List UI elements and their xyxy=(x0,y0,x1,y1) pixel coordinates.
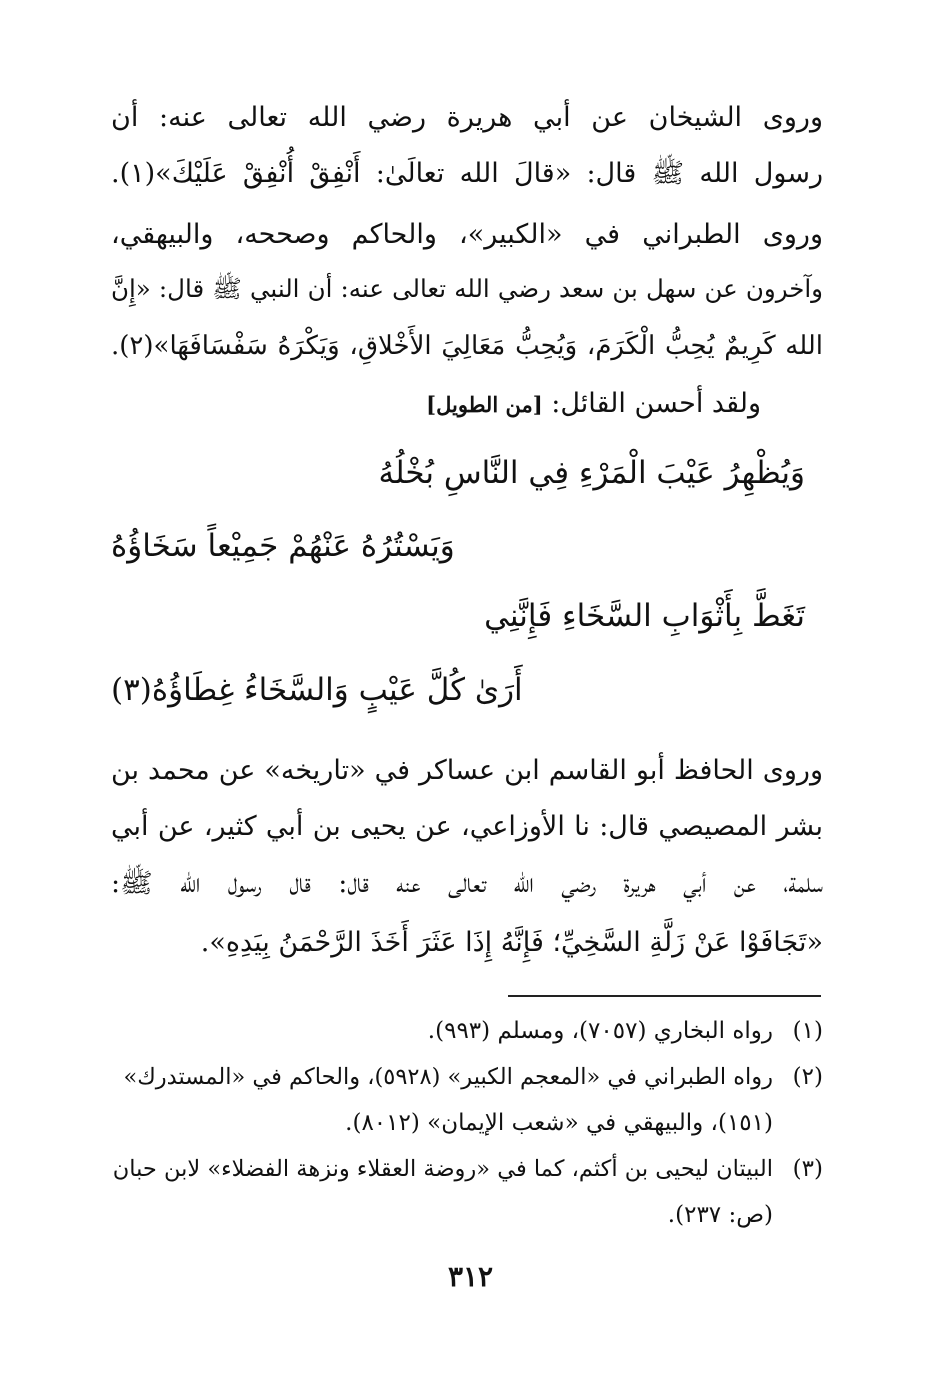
poem-verse: وَيَسْتُرُهُ عَنْهُمْ جَمِيْعاً سَخَاؤُهُ xyxy=(111,528,455,564)
footnote-number: (١) xyxy=(792,1018,823,1044)
text-line: وآخرون عن سهل بن سعد رضي الله تعالى عنه: أن النبي ﷺ قال: «إِنَّ xyxy=(111,274,823,303)
footnote-2 xyxy=(111,1064,823,1144)
text-line: رسول الله ﷺ قال: «قالَ الله تعالَىٰ: أَنْفِقْ أُنْفِقْ عَلَيْكَ»(١). xyxy=(111,158,823,189)
footnote-line: رواه البخاري (٧٠٥٧)، ومسلم (٩٩٣). xyxy=(427,1018,773,1044)
footnote-line: البيتان ليحيى بن أكثم، كما في «روضة العقلاء ونزهة الفضلاء» لابن حبان xyxy=(112,1156,773,1182)
page-number: ٣١٢ xyxy=(447,1260,494,1293)
text-line: سلمة، عن أبي هريرة رضي الله تعالى عنه قال: قال رسول الله ﷺ: xyxy=(111,868,823,899)
footnote-line: (١٥١)، والبيهقي في «شعب الإيمان» (٨٠١٢). xyxy=(345,1110,773,1136)
text-line: بشر المصيصي قال: نا الأوزاعي، عن يحيى بن أبي كثير، عن أبي xyxy=(111,811,823,842)
text-line: وروى الشيخان عن أبي هريرة رضي الله تعالى عنه: أن xyxy=(111,102,823,133)
text-line: «تَجَافَوْا عَنْ زَلَّةِ السَّخِيِّ؛ فَإِنَّهُ إِذَا عَثَرَ أَخَذَ الرَّحْمَنُ بِيَدِهِ». xyxy=(200,927,823,958)
footnote-1 xyxy=(111,1018,823,1058)
footnote-number: (٢) xyxy=(792,1064,823,1090)
text-line: الله كَرِيمٌ يُحِبُّ الْكَرَمَ، وَيُحِبُّ مَعَالِيَ الأَخْلاقِ، وَيَكْرَهُ سَفْسَافَهَا»(٢). xyxy=(111,331,823,361)
poem-meter: [من الطويل] xyxy=(426,392,543,417)
text-line: وروى الطبراني في «الكبير»، والحاكم وصححه، والبيهقي، xyxy=(111,219,823,250)
footnote-divider xyxy=(508,995,821,997)
footnote-line: (ص: ٢٣٧). xyxy=(667,1202,773,1228)
text-line: وروى الحافظ أبو القاسم ابن عساكر في «تاريخه» عن محمد بن xyxy=(111,755,823,786)
poem-verse: أَرَىٰ كُلَّ عَيْبٍ وَالسَّخَاءُ غِطَاؤُهُ(٣) xyxy=(111,672,523,708)
paragraph-3 xyxy=(111,0,823,980)
poem-intro-text: ولقد أحسن القائل: xyxy=(551,388,761,419)
poem-verse: وَيُظْهِرُ عَيْبَ الْمَرْءِ فِي النَّاسِ بُخْلُهُ xyxy=(378,455,805,491)
poem-verse: تَغَطَّ بِأَثْوَابِ السَّخَاءِ فَإِنَّنِي xyxy=(484,598,805,634)
footnote-line: رواه الطبراني في «المعجم الكبير» (٥٩٢٨)، والحاكم في «المستدرك» xyxy=(123,1064,773,1090)
footnote-number: (٣) xyxy=(792,1156,823,1182)
footnote-3 xyxy=(111,1156,823,1236)
